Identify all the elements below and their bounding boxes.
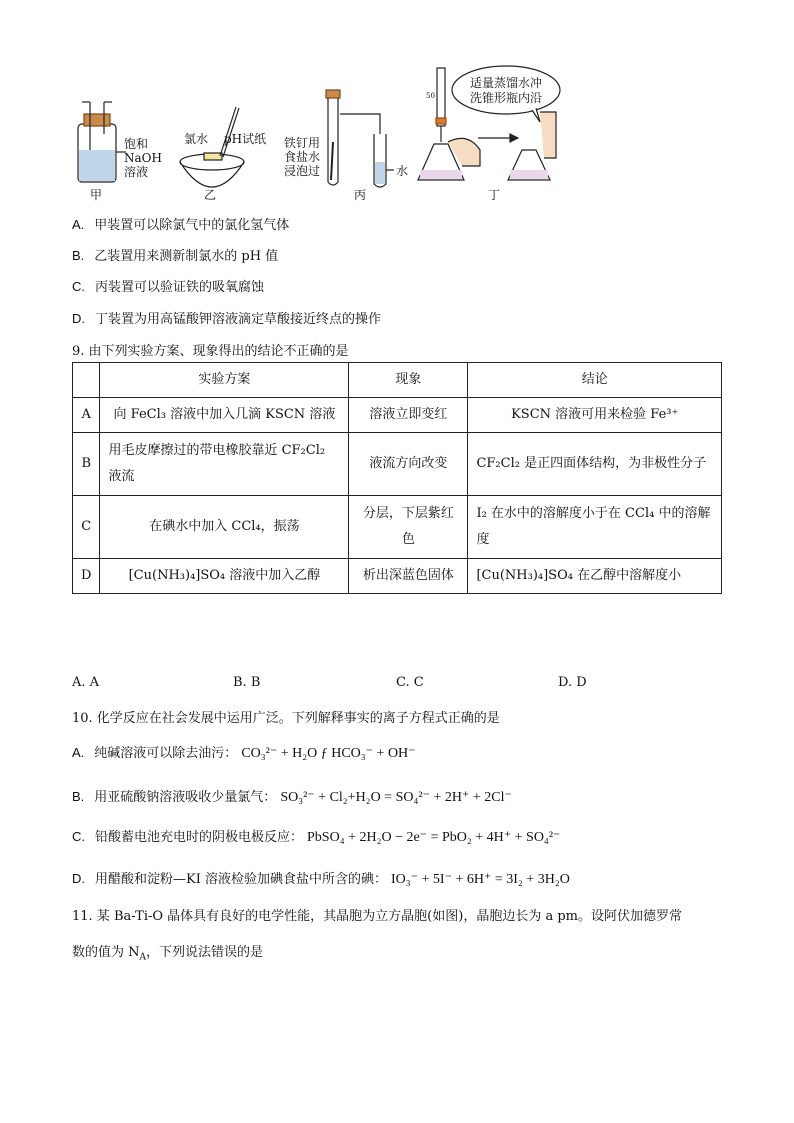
row-phenomenon: 溶液立即变红: [349, 398, 468, 433]
row-plan: [Cu(NH₃)₄]SO₄ 溶液中加入乙醇: [100, 559, 349, 594]
table-header-row: [73, 363, 722, 398]
q10-option-a-equation: CO₃²⁻ + H₂O ƒ HCO₃⁻ + OH⁻: [241, 746, 416, 761]
row-plan: 用毛皮摩擦过的带电橡胶靠近 CF₂Cl₂ 液流: [100, 433, 349, 496]
row-phenomenon: 析出深蓝色固体: [349, 559, 468, 594]
table-row: [73, 398, 722, 433]
row-letter: C: [73, 496, 100, 559]
table-row: [73, 433, 722, 496]
q8-option-a: [72, 214, 289, 233]
q10-option-a-text: 纯碱溶液可以除去油污：: [94, 746, 238, 761]
row-plan: 向 FeCl₃ 溶液中加入几滴 KSCN 溶液: [100, 398, 349, 433]
yi-right-label: pH试纸: [224, 132, 267, 146]
q11-stem-line-2: [72, 941, 263, 963]
q10-option-d-equation: IO₃⁻ + 5I⁻ + 6H⁺ = 3I₂ + 3H₂O: [390, 872, 570, 887]
jia-label-line-3: 溶液: [124, 165, 149, 179]
header-cell-plan: 实验方案: [100, 363, 349, 398]
ding-bubble-line-2: 洗锥形瓶内沿: [470, 91, 543, 105]
q10-option-c-equation: PbSO₄ + 2H₂O − 2e⁻ = PbO₂ + 4H⁺ + SO₄²⁻: [307, 830, 561, 845]
q10-option-b-text: 用亚硫酸钠溶液吸收少量氯气：: [94, 790, 277, 805]
header-cell-blank: [73, 363, 100, 398]
q8-option-c-key: C.: [72, 279, 85, 294]
q9-answer-c: C. C: [396, 675, 424, 690]
row-plan: 在碘水中加入 CCl₄，振荡: [100, 496, 349, 559]
jia-side-label: [124, 137, 162, 179]
yi-left-label: 氯水: [184, 132, 209, 146]
bing-right-label: 水: [396, 164, 409, 178]
q10-option-b-equation: SO₃²⁻ + Cl₂+H₂O = SO₄²⁻ + 2H⁺ + 2Cl⁻: [280, 790, 512, 805]
q10-option-d: [72, 868, 570, 888]
q8-option-d: [72, 308, 381, 327]
table-row: [73, 559, 722, 594]
q9-answer-a: A. A: [72, 675, 100, 690]
q10-stem: 10. 化学反应在社会发展中运用广泛。下列解释事实的离子方程式正确的是: [72, 711, 500, 726]
q8-option-d-text: 丁装置为用高锰酸钾溶液滴定草酸接近终点的操作: [95, 312, 382, 327]
row-letter: D: [73, 559, 100, 594]
q9-answer-b: B. B: [233, 675, 261, 690]
row-conclusion: KSCN 溶液可用来检验 Fe³⁺: [468, 398, 722, 433]
jia-name: 甲: [90, 188, 103, 202]
bing-label-line-3: 浸泡过: [284, 164, 321, 178]
bing-left-label: [284, 136, 320, 178]
jia-label-line-2: NaOH: [124, 151, 162, 165]
q8-option-d-key: D.: [72, 311, 85, 326]
q10-option-b-key: B.: [72, 789, 85, 804]
ph-dish: [180, 107, 244, 187]
header-cell-phenomenon: 现象: [349, 363, 468, 398]
q9-stem: 9. 由下列实验方案、现象得出的结论不正确的是: [72, 344, 349, 359]
row-letter: B: [73, 433, 100, 496]
q10-option-b: [72, 786, 512, 806]
q11-line2-subscript: A: [139, 952, 147, 963]
q8-option-a-key: A.: [72, 217, 85, 232]
bing-name: 丙: [354, 188, 367, 202]
q11-stem-line-1: 11. 某 Ba-Ti-O 晶体具有良好的电学性能，其晶胞为立方晶胞(如图)，晶胞边长为 a pm。设阿伏加德罗常: [72, 909, 682, 924]
row-letter: A: [73, 398, 100, 433]
corrosion-setup: [326, 90, 394, 187]
q10-option-d-key: D.: [72, 871, 85, 886]
q10-option-c: [72, 826, 560, 846]
header-cell-conclusion: 结论: [468, 363, 722, 398]
row-phenomenon: 分层，下层紫红色: [349, 496, 468, 559]
q8-option-b-key: B.: [72, 248, 85, 263]
q8-option-c-text: 丙装置可以验证铁的吸氧腐蚀: [95, 280, 265, 295]
q10-option-d-text: 用醋酸和淀粉—KI 溶液检验加碘食盐中所含的碘：: [95, 872, 387, 887]
q11-line2-text: 数的值为 N: [72, 945, 140, 960]
q10-option-c-key: C.: [72, 829, 85, 844]
gas-washing-bottle: [78, 102, 126, 182]
jia-label-line-1: 饱和: [124, 137, 149, 151]
row-conclusion: I₂ 在水中的溶解度小于在 CCl₄ 中的溶解度: [468, 496, 722, 559]
q10-option-a: [72, 742, 416, 762]
bing-label-line-2: 食盐水: [284, 150, 321, 164]
row-phenomenon: 液流方向改变: [349, 433, 468, 496]
table-row: [73, 496, 722, 559]
ding-bubble-text: [470, 76, 542, 106]
ding-scale-mark: 50: [426, 92, 435, 100]
q8-option-b-text: 乙装置用来测新制氯水的 pH 值: [94, 249, 279, 264]
apparatus-figure: [70, 62, 570, 207]
q11-line2-tail: ，下列说法错误的是: [146, 945, 264, 960]
q9-answer-d: D. D: [558, 675, 587, 690]
q8-option-b: [72, 245, 278, 264]
yi-name: 乙: [204, 188, 217, 202]
q8-option-a-text: 甲装置可以除氯气中的氯化氢气体: [94, 218, 290, 233]
ding-name: 丁: [488, 188, 501, 202]
q10-option-c-text: 铅酸蓄电池充电时的阴极电极反应：: [95, 830, 304, 845]
bing-label-line-1: 铁钉用: [284, 136, 321, 150]
q9-table: [72, 362, 722, 594]
q10-option-a-key: A.: [72, 745, 85, 760]
q8-option-c: [72, 276, 264, 295]
row-conclusion: [Cu(NH₃)₄]SO₄ 在乙醇中溶解度小: [468, 559, 722, 594]
ding-bubble-line-1: 适量蒸馏水冲: [470, 76, 543, 90]
row-conclusion: CF₂Cl₂ 是正四面体结构，为非极性分子: [468, 433, 722, 496]
